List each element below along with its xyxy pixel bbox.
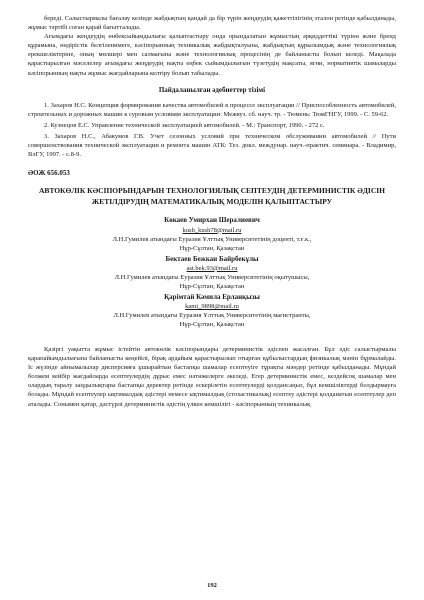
author-location: Нұр-Сұлтан, Қазақстан [179,244,245,252]
abstract-paragraph: Қазіргі уақытта жұмыс істейтін автокөлік кәсіпорындары детерминистік әдіспен жасалған. Бұл әдіс салыстырмалы қарапайымдылығына байланысты кеңейілі, бірақ ардайым қарастырылып отырған құбылыстардың физикалық мәнін бұрмалайды. Іс жүзінде айнымалылар дисперсияға ұшырайтын бастапқы шамалар есептеуіге тұрақты мәндер ретінде қабылданады. Мұндай болжем кейбір жағдайларда есептеулердің дұрыс емес нәтижелерге әкеледі. Егер детерминистік емес, кездейсоқ шамалар мен олардың таралу заңдылықтары бастапқы деректер ретінде ескерілетін есептеулерді қолдансаңыз, бұл кемшіліктерді болдырмауға болады. Мұндай есептеулер ықтималдық әдістері немесе ықтималдық (стохастикалық) есептеу әдістері қолданатын есептеулер деп аталады. Сонымен қатар, дәстүрлі детерминистік әдістің үлкен кемшілігі - кәсіпорынның техникалық [28,345,396,408]
author-email: kush_kush78@mail.ru [182,226,242,234]
document-page [28,14,396,409]
page-number: 192 [207,582,217,589]
reference-item: 3. Захаров Н.С., Абакумов Г.В. Учет сезонных условий при техническом обслуживании автомобилей // Пути совершенствования технической эксплуатации и ремонта машин АТК: Тез. докл. междунар. науч.-практич. семинара. - Владимир, ВлГУ, 1997. - с.8-9. [28,133,396,159]
author-name: Көкаев Умирхан Шералиевич [164,216,260,225]
author-email: ast.bek.93@mail.ru [186,264,238,272]
author-location: Нұр-Сұлтан, Қазақстан [179,320,245,328]
author-affiliation: Л.Н.Гумилев атындағы Еуразия Ұлттық Университетінің доценті, т.ғ.к., [112,235,312,243]
author-location: Нұр-Сұлтан, Қазақстан [179,282,245,290]
author-affiliation: Л.Н.Гумилев атындағы Еуразия Ұлттық Университетінің магистранты, [113,311,311,319]
intro-paragraph-2: Ағымдағы жеңдеудің өнбексыйымдылығы қалыптастыру онда орындалатын жұмыстың әрқиддеттікі түрінө және бренд құрамына, өндірістік белгіленимеге, кәсіпорынның техникалық жабдықталуына, жабдықтың құрылымдық және технологиялық ерекшеліктеріне, оның мөлшері мен салмағына және технологиялық процесінің де байланысты болып келеді. Мақалада қарастырылған мәселелер ағымдағы жеңдеудің нақты еңбек сыйымдылығын түзетудің мақсаты, ягни, нормативтік шамаларды кәсіпорынның нақты жұмыс жағдайларына келтіру болып табылады. [28,33,396,77]
author-name: Қарімтай Кәмила Ерланқызы [164,292,260,301]
author-name: Бектаев Бежкан Байрбекұлы [165,254,259,263]
intro-paragraph-1: береді. Салыстырмалы бағалау кезінде жабдықтың қандай да бір түрін жеңдеудің қажеттілігінің эталон ретінде қабылданады, жұмыс тәртібі соған қарай бағытталады. [28,15,396,32]
reference-item: 2. Кузнецов Е.С. Управление технической эксплуатацией автомобилей. - М.: Транспорт, 1990. - 272 с. [44,121,325,129]
reference-item: 1. Захаров Н.С. Концепция формирования качества автомобилей в процессе эксплуатации // Приспособленность автомобилей, строительных и дорожных машин к суровым условиям эксплуатации: Межвуз. сб. науч. тр. - Тюмень: ТюмГНГУ, 1999. - С. 59-62. [28,101,396,118]
author-affiliation: Л.Н.Гумилев атындағы Еуразия Ұлттық Университетінің оқытушысы, [114,273,310,281]
article-title: АВТОКӨЛІК КӘСІПОРЫНДАРЫН ТЕХНОЛОГИЯЛЫҚ СЕПТЕУДІҢ ДЕТЕРМИНИСТІК ӘДІСІН ЖЕТІЛДІРУДІҢ МАТЕМАТИКАЛЫҚ МОДЕЛІН ҚАЛЫПТАСТЫРУ [39,186,385,206]
author-email: kami_9898@mail.ru [185,302,239,310]
udc-code: ӘОЖ 656.053 [28,169,70,178]
references-heading: Пайдаланылған әдебиеттер тізімі [158,85,266,94]
